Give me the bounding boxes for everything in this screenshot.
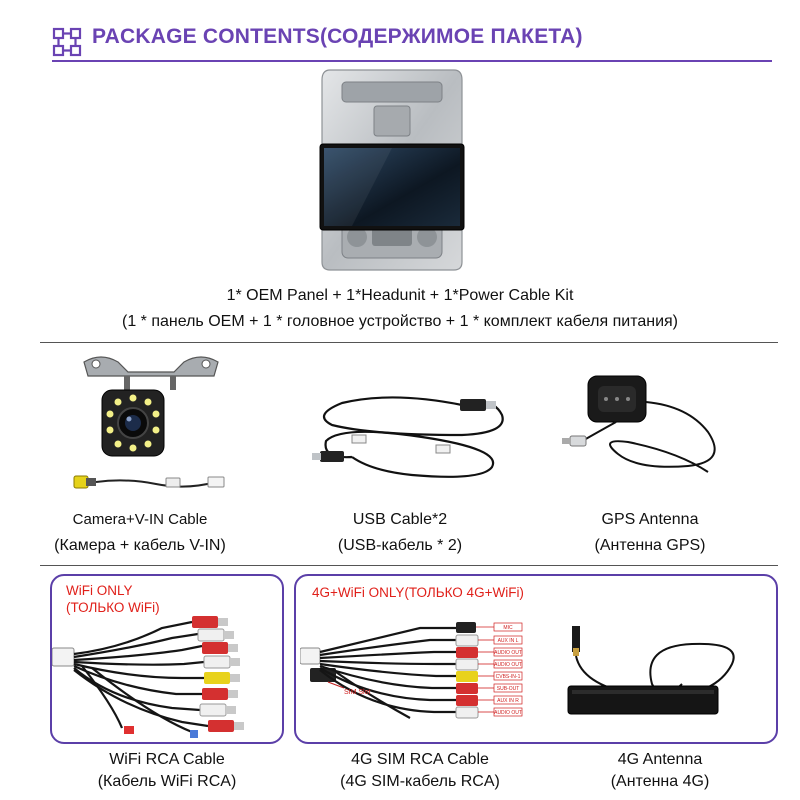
gps-antenna-caption-ru: (Антенна GPS) [594,537,706,554]
usb-cable-caption-ru: (USB-кабель * 2) [337,537,463,554]
connector-tag: SUB-OUT [496,686,520,692]
wifi-only-label-line1: WiFi ONLY [66,583,133,598]
oem-panel-caption-ru: (1 * панель OEM + 1 * головное устройство + 1 * комплект кабеля питания) [121,313,678,330]
camera-cable-caption-ru: (Камера + кабель V-IN) [54,537,226,554]
header-divider [52,60,772,62]
4g-sim-rca-cable-caption-ru: (4G SIM-кабель RCA) [340,773,500,790]
usb-cable-caption-en: USB Cable*2 [352,511,448,528]
connector-tag: CVBS-IN-1 [495,674,521,680]
section-divider [40,342,778,343]
sim-slot-label: SIM Slot [344,689,371,696]
page-title: PACKAGE CONTENTS(СОДЕРЖИМОЕ ПАКЕТА) [92,25,583,48]
oem-panel-caption-en: 1* OEM Panel + 1*Headunit + 1*Power Cable Kit [226,287,574,304]
wifi-rca-cable-caption-ru: (Кабель WiFi RCA) [97,773,237,790]
usb-cable-image [312,385,512,485]
connector-tag: MIC [503,625,513,631]
wifi-only-label-line2: (ТОЛЬКО WiFi) [66,600,160,615]
connector-tag: AUDIO OUT [494,662,522,668]
connector-tag: AUDIO OUT [494,710,522,716]
4g-wifi-only-label: 4G+WiFi ONLY(ТОЛЬКО 4G+WiFi) [312,585,524,600]
gps-antenna-image [558,372,738,492]
camera-vin-cable-image [66,350,236,500]
connector-tag: AUDIO OUT [494,650,522,656]
gps-antenna-caption-en: GPS Antenna [601,511,699,528]
4g-antenna-caption-ru: (Антенна 4G) [610,773,710,790]
connector-tag: AUX IN L [497,638,519,644]
oem-panel-headunit-image [312,66,472,276]
wifi-rca-cable-caption-en: WiFi RCA Cable [109,751,225,768]
4g-antenna-image [562,624,752,740]
connector-tag: AUX IN R [497,698,519,704]
4g-sim-rca-cable-caption-en: 4G SIM RCA Cable [351,751,489,768]
camera-cable-caption-en: Camera+V-IN Cable [72,511,208,528]
wifi-rca-cable-image [52,608,282,740]
package-grid-icon [52,27,82,57]
4g-antenna-caption-en: 4G Antenna [617,751,703,768]
section-divider [40,565,778,566]
4g-sim-rca-cable-image [300,606,540,740]
